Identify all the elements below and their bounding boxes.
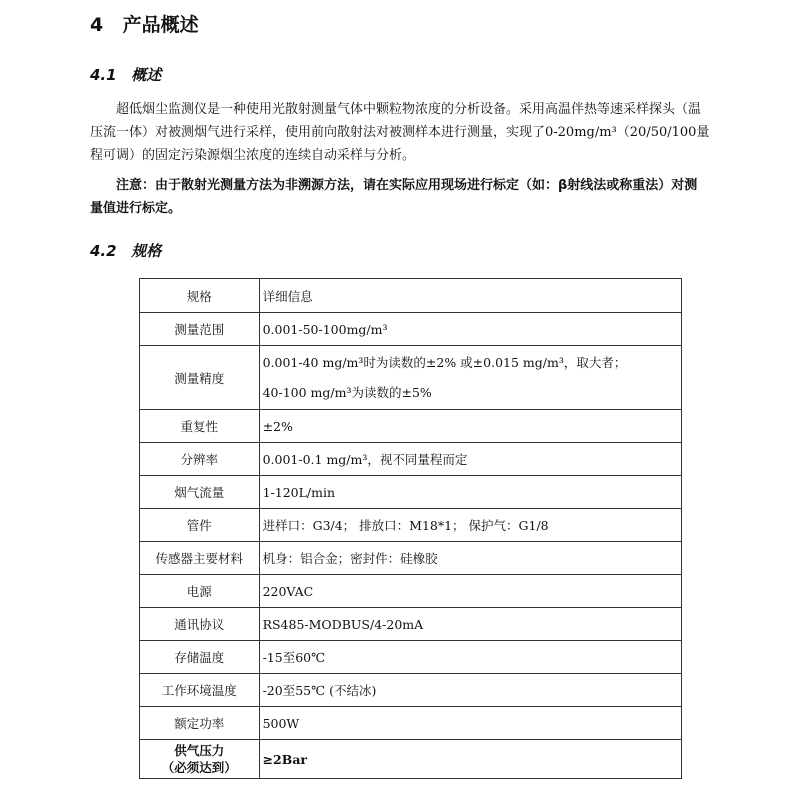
table-row (140, 740, 682, 779)
table-row (140, 313, 682, 346)
table-row (140, 575, 682, 608)
specs-number: 4.2 (90, 242, 117, 260)
section-number: 4 (90, 14, 104, 36)
spec-value: 进样口：G3/4； 排放口：M18*1； 保护气：G1/8 (259, 509, 681, 542)
spec-value: 500W (259, 707, 681, 740)
spec-value: ±2% (259, 410, 681, 443)
table-row (140, 476, 682, 509)
header-key: 规格 (140, 279, 260, 313)
specs-title: 规格 (131, 242, 162, 260)
spec-value: ≥2Bar (259, 740, 681, 779)
spec-value (259, 346, 681, 410)
spec-key (140, 740, 260, 779)
spec-value: RS485-MODBUS/4-20mA (259, 608, 681, 641)
section-title: 产品概述 (122, 14, 199, 36)
spec-key: 分辨率 (140, 443, 260, 476)
spec-value-line: 0.001-40 mg/m³时为读数的±2% 或±0.015 mg/m³，取大者； (262, 354, 627, 370)
spec-key: 通讯协议 (140, 608, 260, 641)
spec-key: 测量精度 (140, 346, 260, 410)
table-row (140, 674, 682, 707)
spec-value-line: 40-100 mg/m³为读数的±5% (262, 384, 432, 400)
spec-table (139, 278, 682, 779)
spec-key: 烟气流量 (140, 476, 260, 509)
calibration-note: 注意：由于散射光测量方法为非溯源方法，请在实际应用现场进行标定（如：β射线法或称重法）对测量值进行标定。 (90, 178, 698, 216)
spec-value: 220VAC (259, 575, 681, 608)
overview-paragraph: 超低烟尘监测仪是一种使用光散射测量气体中颗粒物浓度的分析设备。采用高温伴热等速采样探头（温压流一体）对被测烟气进行采样，使用前向散射法对被测样本进行测量，实现了0-20mg/m³（20/50/100量程可调）的固定污染源烟尘浓度的连续自动采样与分析。 (90, 102, 710, 163)
header-value: 详细信息 (259, 279, 681, 313)
spec-value: 1-120L/min (259, 476, 681, 509)
overview-heading (90, 64, 161, 85)
spec-key: 工作环境温度 (140, 674, 260, 707)
spec-value: -20至55℃ (不结冰) (259, 674, 681, 707)
spec-value: 0.001-0.1 mg/m³，视不同量程而定 (259, 443, 681, 476)
table-row (140, 410, 682, 443)
section-heading (90, 10, 199, 37)
spec-key: 重复性 (140, 410, 260, 443)
spec-key-line: （必须达到） (161, 760, 237, 775)
table-row (140, 509, 682, 542)
specs-heading (90, 240, 161, 261)
table-row (140, 346, 682, 410)
spec-key: 电源 (140, 575, 260, 608)
spec-key: 传感器主要材料 (140, 542, 260, 575)
spec-key: 测量范围 (140, 313, 260, 346)
spec-value: 0.001-50-100mg/m³ (259, 313, 681, 346)
spec-key-line: 供气压力 (174, 743, 225, 758)
table-row (140, 443, 682, 476)
spec-key: 管件 (140, 509, 260, 542)
spec-value: -15至60℃ (259, 641, 681, 674)
table-row (140, 641, 682, 674)
overview-title: 概述 (131, 66, 162, 84)
spec-value: 机身：铝合金；密封件：硅橡胶 (259, 542, 681, 575)
table-row (140, 707, 682, 740)
table-header-row (140, 279, 682, 313)
spec-key: 额定功率 (140, 707, 260, 740)
table-row (140, 542, 682, 575)
overview-number: 4.1 (90, 66, 117, 84)
table-row (140, 608, 682, 641)
spec-key: 存储温度 (140, 641, 260, 674)
